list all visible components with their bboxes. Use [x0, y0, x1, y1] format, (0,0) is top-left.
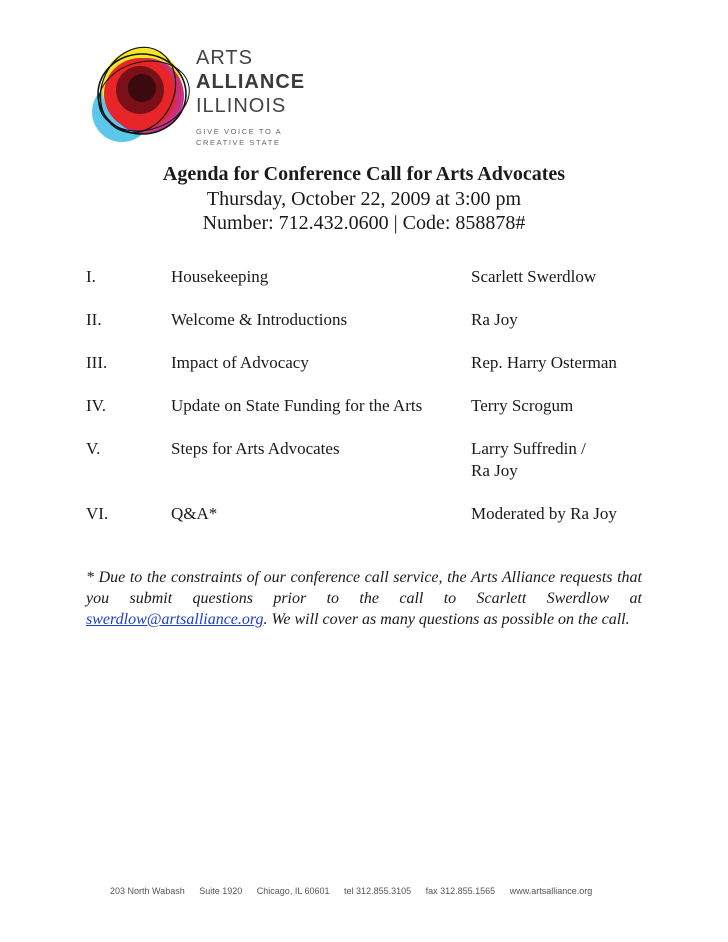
- agenda-item-speaker: Terry Scrogum: [471, 396, 574, 415]
- logo-tagline-line1: GIVE VOICE TO A: [196, 127, 283, 136]
- footer-address: 203 North Wabash: [110, 886, 185, 896]
- agenda-item-speaker: Scarlett Swerdlow: [471, 267, 597, 286]
- agenda-item-speaker: Rep. Harry Osterman: [471, 353, 617, 372]
- agenda-item-number: V.: [86, 439, 101, 458]
- questions-note: [86, 567, 642, 630]
- logo-tagline-line2: CREATIVE STATE: [196, 138, 281, 147]
- agenda-item-number: I.: [86, 267, 96, 286]
- agenda-item-topic: Steps for Arts Advocates: [171, 439, 340, 458]
- agenda-item: [86, 503, 656, 525]
- agenda-item: [86, 309, 656, 352]
- agenda-item-speaker: [471, 438, 586, 482]
- arts-alliance-logo: [84, 40, 324, 150]
- footer-phone: tel 312.855.3105: [344, 886, 412, 896]
- note-text-before: * Due to the constraints of our conference call service, the Arts Alliance requests that you submit questions prior to the call to Scarlett Swerdlow at: [86, 569, 642, 607]
- agenda-item-number: IV.: [86, 396, 106, 415]
- agenda-item: [86, 438, 656, 503]
- note-text-after: . We will cover as many questions as possible on the call.: [263, 611, 630, 628]
- footer-contact: [110, 886, 592, 896]
- logo-word-alliance: ALLIANCE: [196, 71, 306, 93]
- agenda-item-number: VI.: [86, 504, 109, 523]
- agenda-item-speaker-line1: Larry Suffredin /: [471, 439, 586, 458]
- footer-city: Chicago, IL 60601: [256, 886, 330, 896]
- agenda-item-topic: Impact of Advocacy: [171, 353, 309, 372]
- logo-wordmark: [196, 46, 305, 148]
- logo-word-illinois: ILLINOIS: [196, 95, 287, 117]
- agenda-item: [86, 395, 656, 438]
- agenda-item-topic: Welcome & Introductions: [171, 310, 348, 329]
- agenda-item-topic: Q&A*: [171, 504, 218, 523]
- meeting-date: Thursday, October 22, 2009 at 3:00 pm: [206, 188, 522, 210]
- agenda-item-speaker: Moderated by Ra Joy: [471, 504, 617, 523]
- agenda-item-speaker-line2: Ra Joy: [471, 461, 518, 480]
- agenda-item-number: III.: [86, 353, 108, 372]
- email-link[interactable]: swerdlow@artsalliance.org: [86, 611, 264, 628]
- agenda-item: [86, 266, 656, 309]
- footer-fax: fax 312.855.1565: [425, 886, 496, 896]
- call-info: Number: 712.432.0600 | Code: 858878#: [202, 212, 526, 234]
- agenda-item-number: II.: [86, 310, 102, 329]
- agenda-item-speaker: Ra Joy: [471, 310, 518, 329]
- arts-alliance-logo-mark: [84, 40, 202, 150]
- agenda-item-topic: Update on State Funding for the Arts: [171, 396, 423, 415]
- footer-website: www.artsalliance.org: [509, 886, 593, 896]
- agenda-item: [86, 352, 656, 395]
- logo-word-arts: ARTS: [196, 47, 253, 69]
- agenda-item-topic: Housekeeping: [171, 267, 269, 286]
- footer-suite: Suite 1920: [199, 886, 243, 896]
- agenda-list: [86, 266, 656, 525]
- logo-tagline: [196, 126, 305, 148]
- document-title: Agenda for Conference Call for Arts Advocates: [162, 163, 566, 185]
